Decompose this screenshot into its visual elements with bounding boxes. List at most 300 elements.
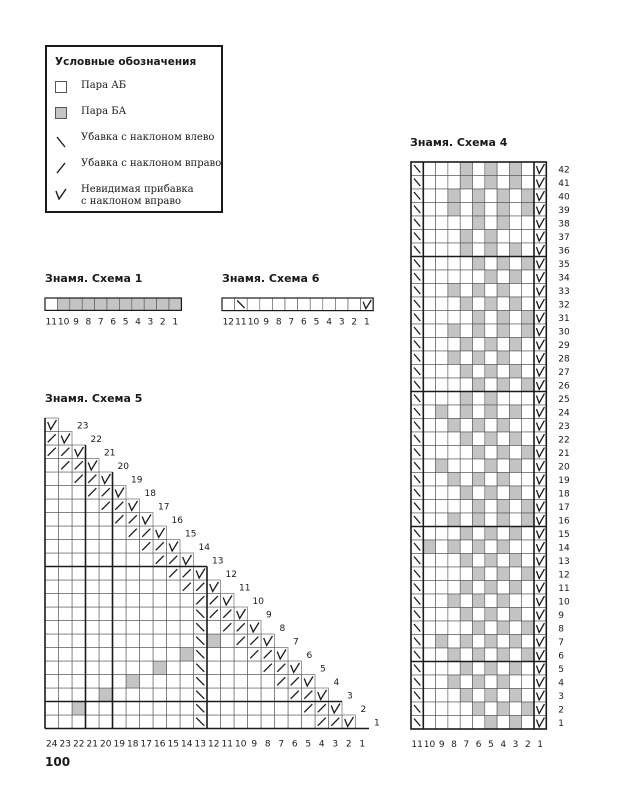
white-cell — [497, 554, 509, 568]
white-cell — [45, 567, 59, 581]
white-cell — [248, 675, 262, 689]
row-label: 13 — [212, 556, 224, 567]
gray-cell — [522, 378, 534, 392]
white-cell — [180, 621, 194, 635]
row-label: 8 — [279, 624, 286, 634]
white-cell — [323, 298, 336, 311]
gray-cell — [522, 189, 534, 203]
white-cell — [423, 702, 435, 716]
column-label: 5 — [313, 317, 320, 328]
white-cell — [45, 472, 59, 486]
white-cell — [72, 594, 86, 608]
column-label: 9 — [73, 317, 79, 328]
white-cell — [485, 594, 497, 608]
row-label: 5 — [320, 664, 326, 675]
white-cell — [86, 540, 100, 554]
white-cell — [140, 715, 154, 729]
white-cell — [99, 567, 113, 581]
gray-cell — [485, 405, 497, 419]
white-cell — [99, 648, 113, 662]
white-cell — [72, 553, 86, 567]
white-cell — [59, 499, 73, 513]
white-cell — [460, 473, 472, 487]
row-label: 29 — [558, 341, 570, 351]
gray-cell — [509, 459, 521, 473]
row-label: 4 — [558, 678, 565, 689]
white-cell — [140, 661, 154, 675]
white-cell — [423, 581, 435, 595]
white-cell — [497, 176, 509, 190]
white-cell — [59, 553, 73, 567]
gray-cell — [436, 635, 448, 649]
white-cell — [423, 513, 435, 527]
white-cell — [72, 526, 86, 540]
row-label: 28 — [558, 354, 570, 365]
white-cell — [473, 270, 485, 284]
gray-cell — [485, 581, 497, 595]
white-cell — [72, 661, 86, 675]
gray-cell — [448, 189, 460, 203]
white-cell — [45, 540, 59, 554]
white-cell — [522, 459, 534, 473]
gray-cell — [522, 567, 534, 581]
white-cell — [261, 702, 275, 716]
white-cell — [423, 635, 435, 649]
scheme4-chart — [411, 162, 570, 750]
white-cell — [261, 688, 275, 702]
white-cell — [522, 473, 534, 487]
gray-cell — [497, 216, 509, 230]
row-label: 12 — [225, 570, 237, 580]
column-label: 2 — [159, 317, 166, 328]
white-cell — [423, 324, 435, 338]
gray-cell — [473, 216, 485, 230]
column-label: 12 — [222, 317, 235, 328]
white-cell — [153, 580, 167, 594]
row-label: 23 — [77, 421, 89, 432]
gray-cell — [509, 365, 521, 379]
scheme5-chart — [45, 418, 380, 750]
white-cell — [522, 581, 534, 595]
legend-label: Убавка с наклоном вправо — [81, 158, 222, 169]
column-label: 6 — [291, 739, 298, 750]
white-cell — [448, 270, 460, 284]
column-label: 1 — [359, 739, 366, 750]
gray-cell — [473, 675, 485, 689]
gray-cell — [509, 405, 521, 419]
row-label: 42 — [558, 165, 570, 176]
white-cell — [522, 594, 534, 608]
gray-cell — [460, 162, 472, 176]
white-cell — [140, 621, 154, 635]
white-cell — [473, 527, 485, 541]
white-cell — [86, 621, 100, 635]
white-cell — [86, 580, 100, 594]
white-cell — [59, 675, 73, 689]
white-cell — [153, 648, 167, 662]
gray-cell — [473, 594, 485, 608]
gray-cell — [497, 378, 509, 392]
white-cell — [436, 243, 448, 257]
white-cell — [72, 499, 86, 513]
white-cell — [436, 419, 448, 433]
white-cell — [86, 499, 100, 513]
white-cell — [497, 162, 509, 176]
white-cell — [126, 648, 140, 662]
white-cell — [126, 594, 140, 608]
column-label: 5 — [122, 317, 129, 328]
white-cell — [45, 580, 59, 594]
white-cell — [485, 324, 497, 338]
column-label: 19 — [113, 739, 125, 750]
white-cell — [436, 581, 448, 595]
white-cell — [423, 297, 435, 311]
white-cell — [99, 553, 113, 567]
white-cell — [180, 634, 194, 648]
gray-cell — [473, 311, 485, 325]
gray-cell — [153, 661, 167, 675]
row-label: 14 — [558, 543, 570, 554]
column-label: 12 — [208, 739, 220, 750]
row-label: 17 — [558, 503, 570, 513]
column-label: 8 — [451, 740, 457, 750]
white-cell — [72, 621, 86, 635]
white-cell — [59, 567, 73, 581]
white-cell — [272, 298, 285, 311]
gray-cell — [485, 459, 497, 473]
column-label: 7 — [278, 739, 285, 750]
white-cell — [436, 338, 448, 352]
gray-cell — [485, 432, 497, 446]
white-cell — [460, 702, 472, 716]
white-cell — [436, 203, 448, 217]
white-cell — [126, 580, 140, 594]
gray-cell — [509, 662, 521, 676]
white-cell — [167, 648, 181, 662]
white-cell — [113, 594, 127, 608]
white-cell — [248, 715, 262, 729]
white-cell — [436, 675, 448, 689]
white-cell — [485, 500, 497, 514]
white-cell — [448, 500, 460, 514]
white-cell — [497, 392, 509, 406]
white-cell — [140, 567, 154, 581]
white-cell — [473, 432, 485, 446]
white-cell — [497, 243, 509, 257]
white-cell — [436, 473, 448, 487]
white-cell — [436, 297, 448, 311]
column-label: 10 — [247, 317, 260, 328]
white-cell — [436, 365, 448, 379]
gray-cell — [509, 297, 521, 311]
white-cell — [423, 689, 435, 703]
white-cell — [180, 702, 194, 716]
row-label: 2 — [558, 705, 565, 716]
white-cell — [99, 675, 113, 689]
white-cell — [448, 716, 460, 730]
white-cell — [423, 486, 435, 500]
white-cell — [180, 594, 194, 608]
gray-cell — [522, 621, 534, 635]
row-label: 34 — [558, 273, 570, 284]
column-label: 18 — [127, 739, 139, 750]
row-label: 22 — [90, 435, 102, 445]
gray-cell — [448, 513, 460, 527]
white-cell — [234, 648, 248, 662]
white-cell — [167, 675, 181, 689]
white-cell — [298, 298, 311, 311]
white-cell — [485, 257, 497, 271]
column-label: 13 — [194, 739, 206, 750]
white-cell — [126, 607, 140, 621]
gray-cell — [497, 567, 509, 581]
white-cell — [522, 554, 534, 568]
gray-cell — [460, 689, 472, 703]
white-cell — [509, 189, 521, 203]
gray-cell — [522, 500, 534, 514]
gray-cell — [180, 648, 194, 662]
column-label: 9 — [438, 740, 445, 750]
white-cell — [460, 324, 472, 338]
scheme6-chart — [222, 298, 373, 328]
white-cell — [448, 554, 460, 568]
white-cell — [509, 500, 521, 514]
legend-label: Пара АБ — [81, 80, 127, 91]
column-label: 2 — [524, 740, 531, 750]
white-cell — [485, 189, 497, 203]
white-cell — [234, 715, 248, 729]
white-cell — [460, 648, 472, 662]
white-cell — [59, 702, 73, 716]
column-label: 11 — [45, 317, 57, 328]
white-cell — [522, 351, 534, 365]
white-cell — [72, 634, 86, 648]
white-cell — [423, 473, 435, 487]
white-cell — [522, 284, 534, 298]
white-cell — [509, 324, 521, 338]
white-cell — [59, 634, 73, 648]
row-label: 31 — [558, 314, 570, 324]
white-cell — [473, 338, 485, 352]
white-cell — [423, 338, 435, 352]
white-cell — [522, 540, 534, 554]
white-cell — [522, 486, 534, 500]
white-cell — [485, 702, 497, 716]
row-label: 15 — [185, 529, 197, 540]
white-cell — [99, 715, 113, 729]
white-cell — [167, 607, 181, 621]
gray-cell — [497, 351, 509, 365]
white-cell — [153, 675, 167, 689]
white-cell — [423, 311, 435, 325]
white-cell — [473, 662, 485, 676]
column-label: 17 — [140, 739, 152, 750]
white-cell — [436, 513, 448, 527]
gray-cell — [485, 270, 497, 284]
white-cell — [221, 688, 235, 702]
white-cell — [59, 661, 73, 675]
white-cell — [497, 432, 509, 446]
white-cell — [460, 716, 472, 730]
column-label: 7 — [97, 317, 104, 328]
column-label: 4 — [500, 740, 507, 750]
gray-cell — [485, 162, 497, 176]
column-label: 1 — [537, 740, 544, 750]
white-cell — [45, 621, 59, 635]
white-cell — [522, 162, 534, 176]
white-cell — [522, 635, 534, 649]
gray-cell — [497, 284, 509, 298]
column-label: 8 — [275, 317, 282, 328]
white-cell — [485, 648, 497, 662]
white-cell — [509, 230, 521, 244]
white-cell — [423, 216, 435, 230]
white-cell — [86, 715, 100, 729]
row-label: 24 — [558, 408, 570, 419]
white-cell — [522, 419, 534, 433]
white-cell — [485, 351, 497, 365]
gray-cell — [497, 540, 509, 554]
white-cell — [140, 634, 154, 648]
scheme1-chart — [45, 298, 181, 327]
white-cell — [509, 311, 521, 325]
white-cell — [485, 473, 497, 487]
white-cell — [448, 405, 460, 419]
gray-cell — [448, 540, 460, 554]
white-cell — [473, 392, 485, 406]
white-cell — [522, 230, 534, 244]
white-cell — [473, 365, 485, 379]
white-cell — [45, 594, 59, 608]
white-cell — [59, 648, 73, 662]
white-cell — [436, 567, 448, 581]
white-cell — [485, 311, 497, 325]
row-label: 11 — [239, 583, 251, 594]
white-cell — [436, 486, 448, 500]
white-cell — [423, 405, 435, 419]
gray-cell — [473, 351, 485, 365]
white-cell — [509, 392, 521, 406]
gray-cell — [82, 298, 94, 310]
scheme5-title: Знамя. Схема 5 — [45, 392, 143, 405]
white-cell — [113, 540, 127, 554]
gray-cell — [485, 716, 497, 730]
white-cell — [509, 284, 521, 298]
white-cell — [522, 243, 534, 257]
white-cell — [126, 688, 140, 702]
row-label: 13 — [558, 557, 570, 567]
white-cell — [460, 567, 472, 581]
white-cell — [522, 176, 534, 190]
white-cell — [167, 715, 181, 729]
white-cell — [423, 270, 435, 284]
gray-cell — [473, 446, 485, 460]
column-label: 21 — [86, 739, 98, 750]
white-cell — [448, 297, 460, 311]
white-cell — [448, 689, 460, 703]
row-label: 33 — [558, 287, 570, 297]
white-cell — [436, 176, 448, 190]
white-cell — [167, 634, 181, 648]
white-cell — [436, 716, 448, 730]
white-cell — [473, 176, 485, 190]
row-label: 26 — [558, 381, 570, 392]
white-cell — [113, 688, 127, 702]
white-cell — [460, 257, 472, 271]
gray-cell — [509, 176, 521, 190]
white-cell — [45, 298, 57, 310]
gray-cell — [497, 311, 509, 325]
gray-cell — [423, 540, 435, 554]
white-cell — [234, 675, 248, 689]
gray-cell — [509, 338, 521, 352]
white-cell — [436, 378, 448, 392]
white-cell — [86, 702, 100, 716]
white-cell — [460, 311, 472, 325]
white-cell — [460, 621, 472, 635]
row-label: 16 — [171, 516, 183, 526]
gray-cell — [126, 675, 140, 689]
gray-cell — [497, 257, 509, 271]
white-cell — [167, 688, 181, 702]
white-cell — [72, 513, 86, 527]
row-label: 9 — [266, 610, 272, 621]
gray-cell — [448, 675, 460, 689]
row-label: 12 — [558, 570, 570, 581]
column-label: 3 — [338, 317, 345, 328]
white-cell — [86, 648, 100, 662]
white-cell — [473, 608, 485, 622]
white-cell — [460, 270, 472, 284]
white-cell — [275, 715, 289, 729]
row-label: 25 — [558, 395, 570, 405]
gray-cell — [497, 500, 509, 514]
white-cell — [436, 284, 448, 298]
white-cell — [497, 635, 509, 649]
white-cell — [126, 621, 140, 635]
white-cell — [485, 216, 497, 230]
white-cell — [99, 702, 113, 716]
white-cell — [113, 526, 127, 540]
column-label: 23 — [59, 739, 71, 750]
white-cell — [153, 634, 167, 648]
white-cell — [448, 446, 460, 460]
gray-cell — [509, 270, 521, 284]
white-cell — [99, 580, 113, 594]
legend-label: Пара БА — [81, 106, 127, 117]
white-cell — [436, 392, 448, 406]
gray-cell — [497, 675, 509, 689]
white-cell — [460, 284, 472, 298]
white-cell — [99, 634, 113, 648]
white-cell — [99, 621, 113, 635]
white-cell — [423, 675, 435, 689]
gray-cell — [460, 297, 472, 311]
gray-cell — [485, 230, 497, 244]
gray-cell — [497, 203, 509, 217]
white-cell — [460, 351, 472, 365]
gray-cell — [497, 621, 509, 635]
white-cell — [522, 338, 534, 352]
gray-cell — [522, 513, 534, 527]
white-cell — [126, 634, 140, 648]
gray-cell — [509, 635, 521, 649]
white-cell — [207, 688, 221, 702]
gray-cell — [485, 527, 497, 541]
row-label: 2 — [360, 705, 367, 715]
gray-cell — [107, 298, 119, 310]
white-cell — [423, 243, 435, 257]
